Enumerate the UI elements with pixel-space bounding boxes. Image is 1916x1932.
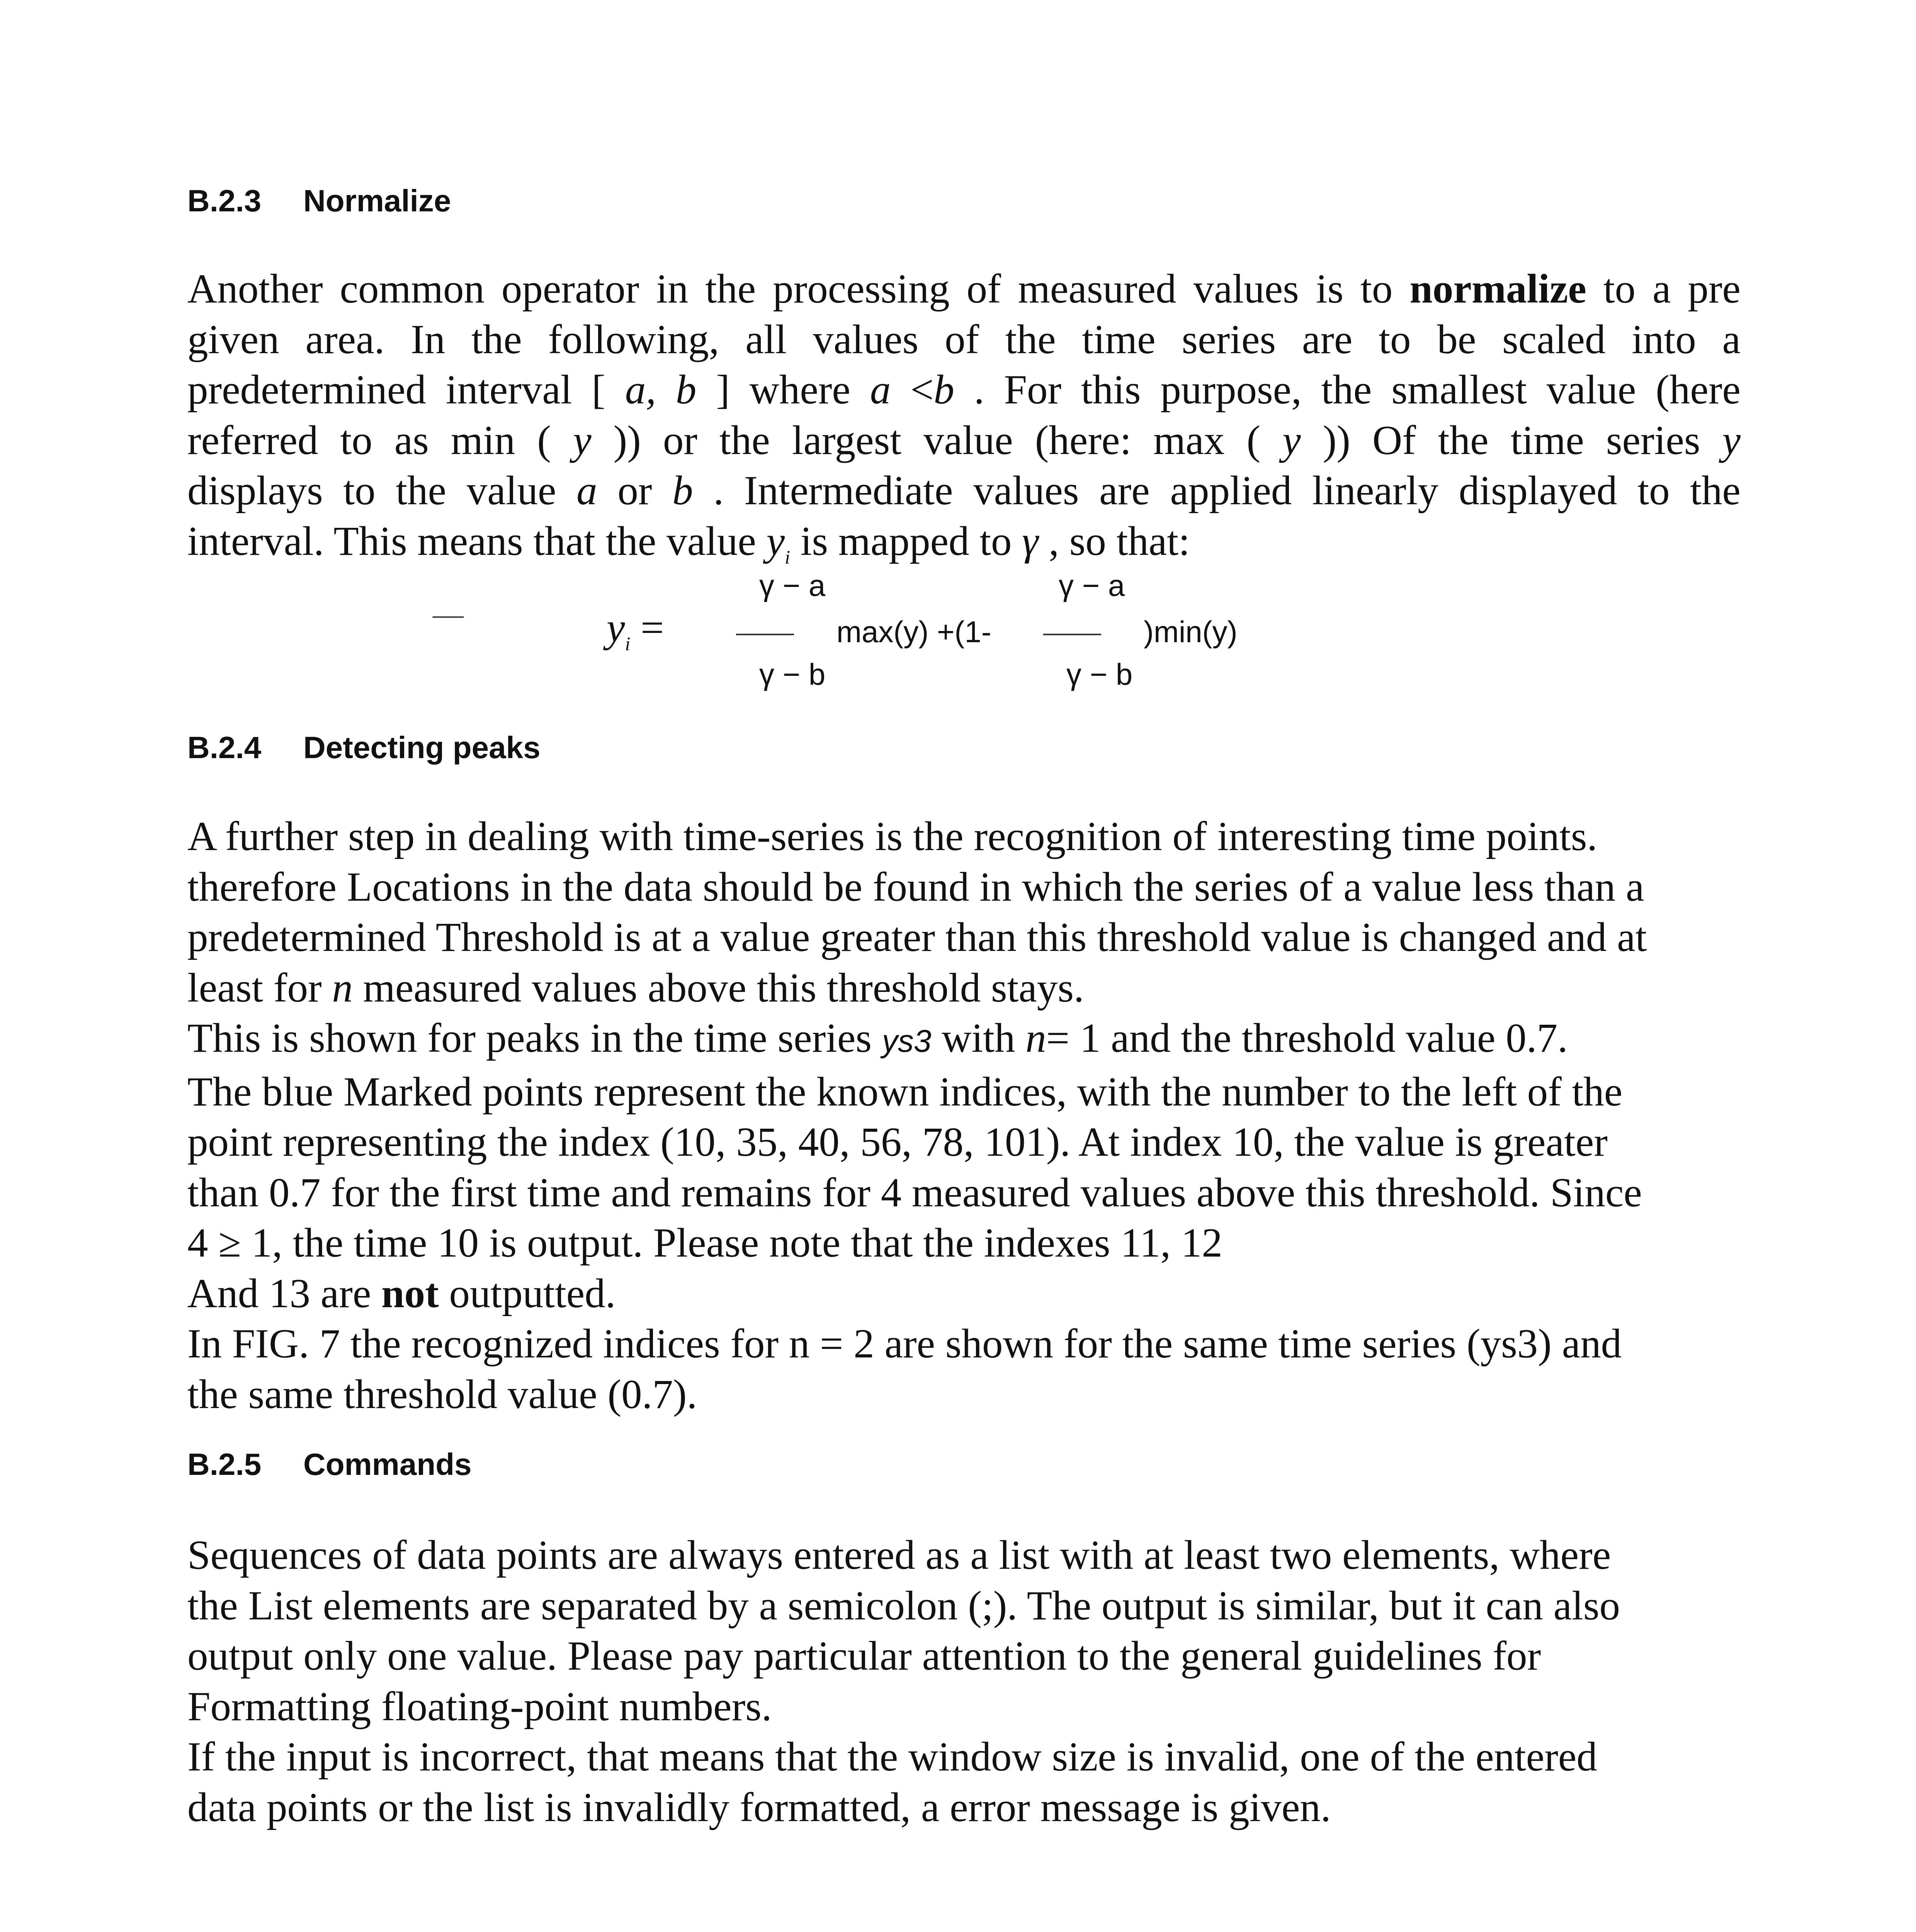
fraction-1-bar xyxy=(736,634,794,635)
section-number: B.2.4 xyxy=(187,730,262,765)
section-number: B.2.3 xyxy=(187,184,262,218)
text-line: given area. In the following, all values of the time series are to be scaled into a xyxy=(187,316,1741,362)
text-line: therefore Locations in the data should be found in which the series of a value less than a xyxy=(187,864,1644,910)
section-heading-peaks xyxy=(187,728,541,767)
text-line: Sequences of data points are always entered as a list with at least two elements, where xyxy=(187,1532,1611,1578)
section-title: Detecting peaks xyxy=(303,730,541,765)
fraction-2-numerator: γ − a xyxy=(1059,568,1125,602)
text-line: interval. This means that the value $y_i$ is mapped to γ , so that: xyxy=(187,518,1190,568)
text-line: Another common operator in the processing of measured values is to normalize to a pre xyxy=(187,266,1741,312)
section-title: Commands xyxy=(303,1447,472,1481)
peaks-paragraph xyxy=(187,811,1741,1420)
formula-min-term: )min(y) xyxy=(1144,615,1238,649)
fraction-1-denominator: γ − b xyxy=(759,657,826,691)
text-line: the List elements are separated by a semicolon (;). The output is similar, but it can also xyxy=(187,1583,1620,1629)
text-line: displays to the value a or b . Intermediate values are applied linearly displayed to the xyxy=(187,468,1741,514)
section-title: Normalize xyxy=(303,184,451,218)
text-line: This is shown for peaks in the time series ys3 with n= 1 and the threshold value 0.7. xyxy=(187,1015,1568,1061)
section-heading-normalize xyxy=(187,182,451,220)
text-line: the same threshold value (0.7). xyxy=(187,1371,697,1417)
formula-dash: — xyxy=(433,597,464,631)
text-line: In FIG. 7 the recognized indices for n = 2 are shown for the same time series (ys3) and xyxy=(187,1321,1622,1367)
text-line: predetermined Threshold is at a value greater than this threshold value is changed and at xyxy=(187,915,1647,960)
text-line: least for n measured values above this threshold stays. xyxy=(187,965,1084,1011)
text-line: If the input is incorrect, that means that the window size is invalid, one of the entered xyxy=(187,1734,1597,1780)
section-number: B.2.5 xyxy=(187,1447,262,1481)
text-line: A further step in dealing with time-series is the recognition of interesting time points. xyxy=(187,814,1598,859)
text-line: data points or the list is invalidly formatted, a error message is given. xyxy=(187,1784,1331,1830)
formula-lhs: $y_i$ = xyxy=(607,605,664,655)
fraction-1-numerator: γ − a xyxy=(759,568,826,602)
text-line: Formatting floating-point numbers. xyxy=(187,1684,772,1730)
text-line: predetermined interval [ a, b ] where a <b . For this purpose, the smallest value (here xyxy=(187,367,1741,413)
text-line: And 13 are not outputted. xyxy=(187,1270,616,1316)
text-line: than 0.7 for the first time and remains for 4 measured values above this threshold. Since xyxy=(187,1170,1642,1216)
text-line: output only one value. Please pay particular attention to the general guidelines for xyxy=(187,1633,1541,1679)
fraction-2-denominator: γ − b xyxy=(1066,657,1133,691)
commands-paragraph xyxy=(187,1530,1741,1833)
text-line: The blue Marked points represent the known indices, with the number to the left of the xyxy=(187,1069,1623,1115)
normalize-paragraph xyxy=(187,264,1741,582)
section-heading-commands xyxy=(187,1445,472,1484)
text-line: 4 ≥ 1, the time 10 is output. Please note that the indexes 11, 12 xyxy=(187,1220,1222,1266)
formula-max-term: max(y) +(1- xyxy=(836,615,991,649)
text-line: point representing the index (10, 35, 40, 56, 78, 101). At index 10, the value is greater xyxy=(187,1119,1608,1165)
fraction-2-bar xyxy=(1043,634,1101,635)
text-line: referred to as min ( y )) or the largest value (here: max ( y )) Of the time series y xyxy=(187,417,1741,463)
